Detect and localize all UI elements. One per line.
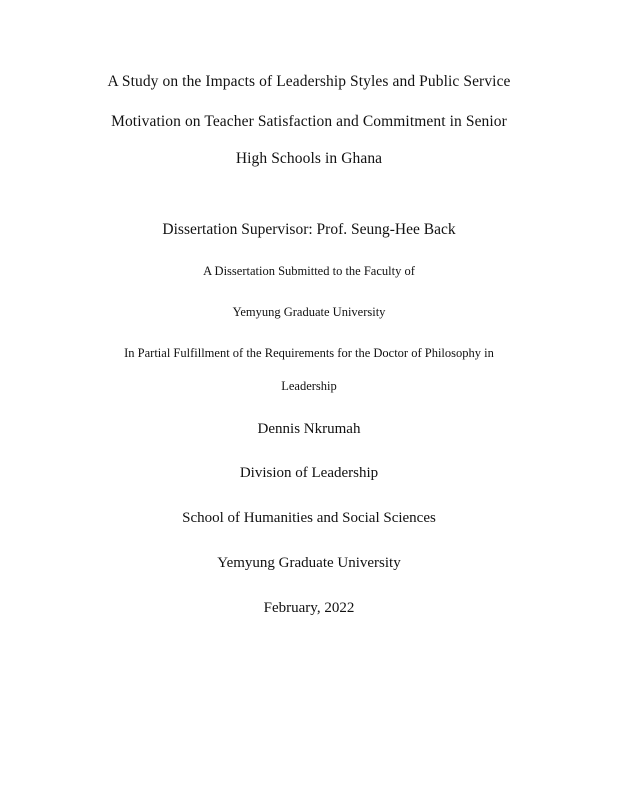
title-line-1: A Study on the Impacts of Leadership Styles and Public Service [107, 73, 511, 90]
dissertation-supervisor: Dissertation Supervisor: Prof. Seung-Hee Back [162, 221, 456, 238]
university-name: Yemyung Graduate University [217, 555, 401, 571]
submission-line-2: Yemyung Graduate University [232, 305, 386, 319]
submission-line-4: Leadership [281, 379, 337, 393]
title-line-2: Motivation on Teacher Satisfaction and Commitment in Senior [111, 113, 507, 130]
school-name: School of Humanities and Social Sciences [182, 510, 436, 526]
division-name: Division of Leadership [239, 465, 379, 481]
title-line-3: High Schools in Ghana [235, 150, 383, 167]
submission-line-1: A Dissertation Submitted to the Faculty of [203, 264, 415, 278]
author-name: Dennis Nkrumah [257, 421, 361, 437]
submission-date: February, 2022 [263, 600, 355, 616]
submission-line-3: In Partial Fulfillment of the Requirements for the Doctor of Philosophy in [124, 346, 494, 360]
